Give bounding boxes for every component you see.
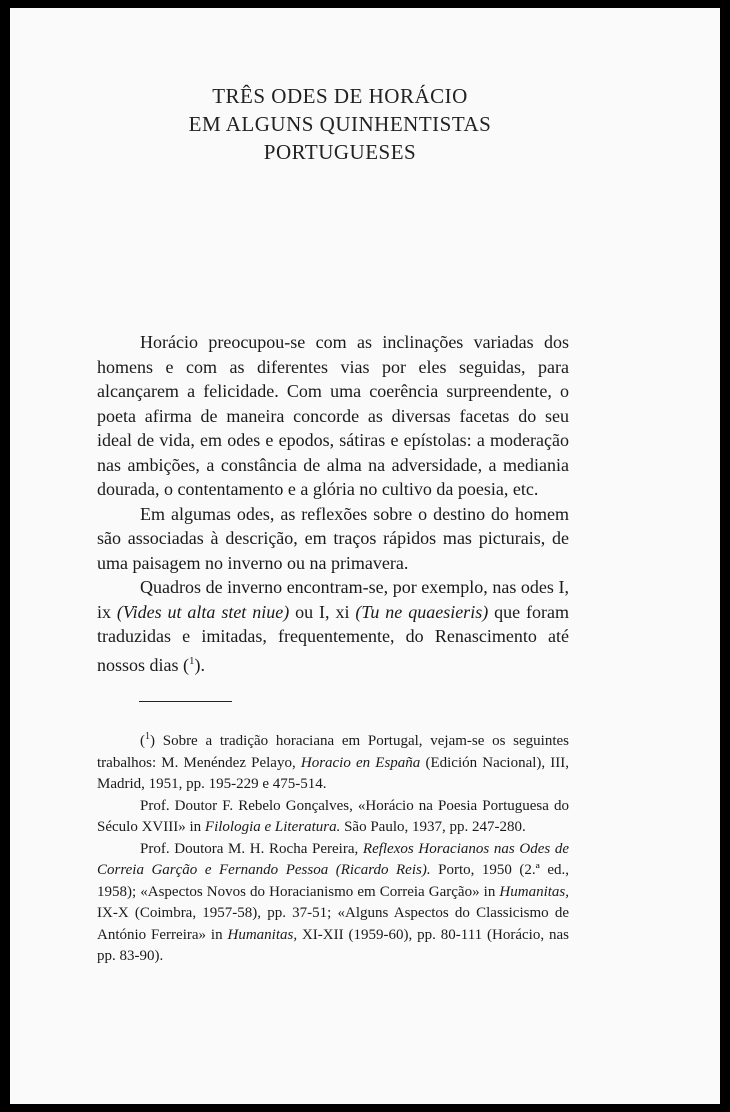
fn3-italic-title: Reflexos Horacianos nas Odes de Correia Garção e Fernando Pessoa (Ricardo Reis).	[97, 840, 570, 878]
fn2-text-1: Prof. Doutor F. Rebelo Gonçalves, «Horácio na Poesia Portuguesa do Século XVIII» in	[97, 797, 569, 835]
body-text	[97, 330, 569, 677]
ode-title-vides: (Vides ut alta stet niue)	[116, 601, 290, 622]
fn3-text-1: Prof. Doutora M. H. Rocha Pereira,	[140, 840, 363, 857]
footnote-divider	[139, 701, 232, 702]
fn3-text-4: XI-XII (1959-60), pp. 80-111 (Horácio, nas pp. 83-90).	[97, 926, 569, 964]
p3-text-2: ou I, xi	[289, 601, 356, 622]
paragraph-2: Em algumas odes, as reflexões sobre o destino do homem são associadas à descrição, em traços rápidos mas picturais, de uma paisagem no inverno ou na primavera.	[97, 503, 569, 573]
footnote-3	[97, 839, 569, 968]
ode-title-tu-ne: (Tu ne quaesieris)	[355, 601, 489, 622]
fn1-text-1: (	[140, 733, 145, 749]
footnote-2	[97, 796, 569, 839]
fn1-ref: 1	[145, 731, 150, 742]
fn3-italic-journal-2: Humanitas,	[227, 926, 298, 943]
footnote-1	[97, 726, 569, 796]
fn3-italic-journal-1: Humanitas,	[499, 883, 569, 900]
paragraph-3	[97, 575, 569, 677]
p3-text-1: Quadros de inverno encontram-se, por exemplo, nas odes I, ix	[97, 577, 569, 622]
fn1-text-3: (Edición Nacional), III, Madrid, 1951, pp. 195-229 e 475-514.	[97, 754, 570, 792]
title-line-1: TRÊS ODES DE HORÁCIO	[212, 84, 468, 108]
fn3-text-2: Porto, 1950 (2.ª ed., 1958); «Aspectos Novos do Horacianismo em Correia Garção» in	[97, 862, 570, 900]
footnote-ref: 1	[189, 654, 195, 667]
p3-text-4: ).	[194, 654, 206, 675]
fn2-italic-title: Filologia e Literatura.	[204, 819, 341, 835]
fn2-text-2: São Paulo, 1937, pp. 247-280.	[340, 819, 526, 835]
fn3-text-3: IX-X (Coimbra, 1957-58), pp. 37-51; «Alguns Aspectos do Classicismo de António Ferreira» in	[97, 905, 569, 943]
paragraph-1: Horácio preocupou-se com as inclinações variadas dos homens e com as diferentes vias por eles seguidas, para alcançarem a felicidade. Com uma coerência surpreendente, o poeta afirma de maneira concorde as diversas facetas do seu ideal de vida, em odes e epodos, sátiras e epístolas: a moderação nas ambições, a constância de alma na adversidade, a mediania dourada, o contentamento e a glória no cultivo da poesia, etc.	[97, 332, 569, 499]
book-page	[10, 8, 720, 1104]
p3-text-3: que foram traduzidas e imitadas, frequentemente, do Renascimento até nossos dias (	[97, 601, 569, 675]
title-line-2: EM ALGUNS QUINHENTISTAS	[188, 112, 492, 136]
footnotes	[97, 726, 569, 968]
chapter-title	[10, 82, 670, 166]
title-line-3: PORTUGUESES	[263, 140, 417, 164]
fn1-italic-title: Horacio en España	[300, 754, 421, 771]
fn1-text-2: ) Sobre a tradição horaciana em Portugal, vejam-se os seguintes trabalhos: M. Menéndez Pelayo,	[97, 733, 569, 771]
